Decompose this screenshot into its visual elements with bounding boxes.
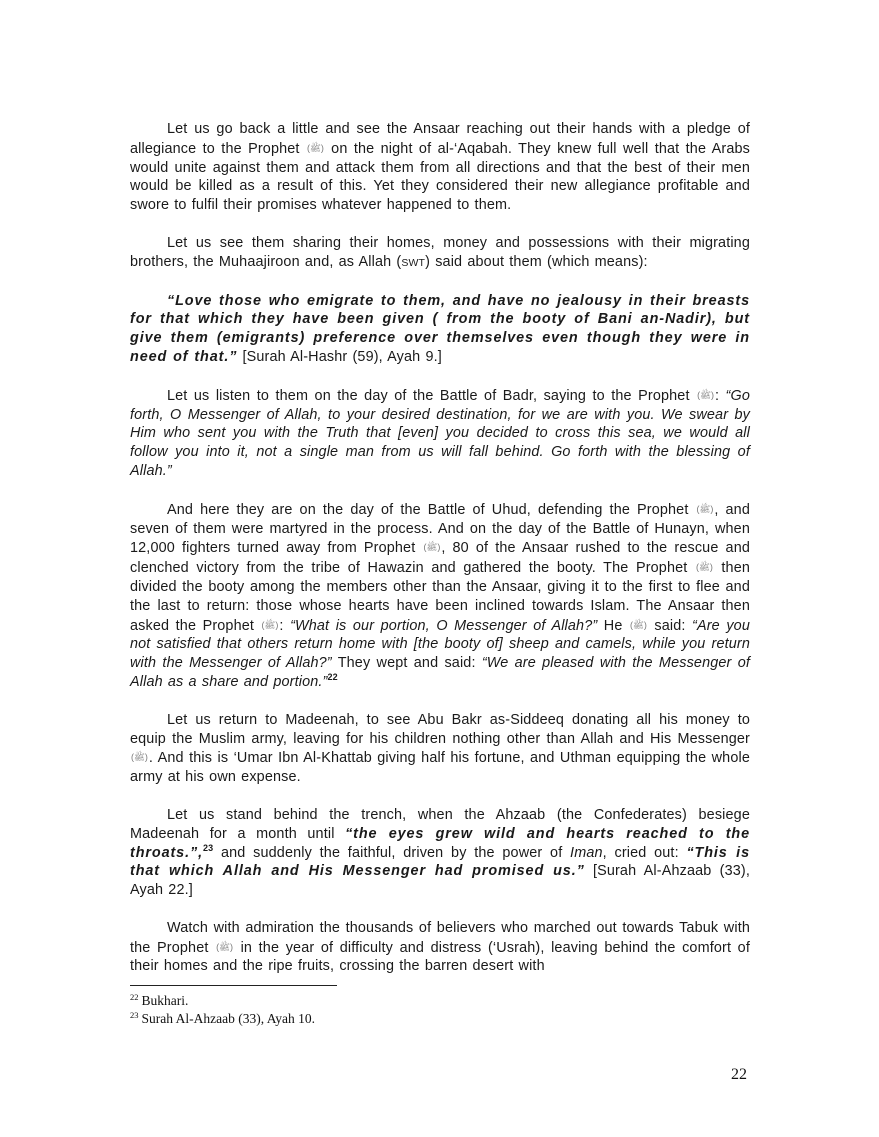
quran-reference: [Surah Al-Ahzaab (33), Ayah 22.] <box>130 863 750 899</box>
footnotes <box>130 985 530 1028</box>
paragraph-madeenah <box>130 711 750 787</box>
quran-quote: “This is that which Allah and His Messenger had promised us.” <box>130 844 750 880</box>
footnote-number: 23 <box>130 1010 139 1020</box>
footnote-ref-23[interactable]: 23 <box>202 842 214 853</box>
swt-abbrev: SWT <box>401 256 426 269</box>
quran-quote: “Love those who emigrate to them, and have no jealousy in their breasts for that which they have been given ( from the booty of Bani an-Nadir), but give them (emigrants) preference over themselves even though they were in need of that.” <box>130 292 750 365</box>
quote-al-hashr <box>130 292 750 367</box>
pbuh-symbol-icon: (ﷺ) <box>216 941 233 952</box>
pbuh-symbol-icon: (ﷺ) <box>423 542 441 553</box>
iman-term: Iman <box>570 844 603 861</box>
prophet-answer: “Are you not satisfied that others return home with [the booty of] sheep and camels, while you return with the Messenger of Allah?” <box>130 617 750 672</box>
pbuh-symbol-icon: (ﷺ) <box>695 562 713 573</box>
footnote-text: Surah Al-Ahzaab (33), Ayah 10. <box>141 1011 315 1026</box>
text: then divided the booty among the members other than the Ansaar, giving it to the first to flee and the last to return: those whose hearts have been inclined towards Islam. The Ansaar then asked the Prophet <box>130 560 750 634</box>
text: Let us go back a little and see the Ansaar reaching out their hands with a pledge of allegiance to the Prophet <box>130 121 750 157</box>
text: in the year of difficulty and distress (‘Usrah), leaving behind the comfort of their homes and the ripe fruits, crossing the barren desert with <box>130 939 750 975</box>
text: They wept and said: <box>331 655 476 672</box>
paragraph-sharing <box>130 234 750 273</box>
text: , and seven of them were martyred in the process. And on the day of the Battle of Hunayn, when 12,000 fighters turned away from Prophet <box>130 501 750 557</box>
footnote-divider <box>130 985 337 986</box>
footnote-ref-22[interactable]: 22 <box>327 671 338 682</box>
text: Let us return to Madeenah, to see Abu Bakr as-Siddeeq donating all his money to equip the Muslim army, leaving for his children nothing other than Allah and His Messenger <box>130 711 750 747</box>
text: Watch with admiration the thousands of believers who marched out towards Tabuk with the Prophet <box>130 919 750 956</box>
footnote-text: Bukhari. <box>141 993 189 1008</box>
text: Let us stand behind the trench, when the Ahzaab (the Confederates) besiege Madeenah for a month until <box>130 806 750 842</box>
text: And here they are on the day of the Battle of Uhud, defending the Prophet <box>167 501 689 518</box>
text: ) said about them (which means): <box>425 253 648 270</box>
text: . And this is ‘Umar Ibn Al-Khattab giving half his fortune, and Uthman equipping the whole army at his own expense. <box>130 750 750 786</box>
paragraph-tabuk <box>130 919 750 976</box>
quran-quote: “the eyes grew wild and hearts reached to the throats.”, <box>130 825 750 861</box>
ansaar-question: “What is our portion, O Messenger of Allah?” <box>290 617 598 634</box>
pbuh-symbol-icon: (ﷺ) <box>131 752 148 763</box>
text: , cried out: <box>602 844 679 861</box>
pbuh-symbol-icon: (ﷺ) <box>697 389 714 400</box>
paragraph-trench <box>130 806 750 900</box>
footnote-22 <box>130 992 530 1010</box>
text: , 80 of the Ansaar rushed to the rescue and clenched victory from the tribe of Hawazin and gathered the booty. The Prophet <box>130 540 751 577</box>
text: Let us listen to them on the day of the Battle of Badr, saying to the Prophet <box>167 387 690 404</box>
paragraph-aqabah <box>130 120 750 215</box>
ansaar-reply: “We are pleased with the Messenger of Allah as a share and portion.” <box>130 655 751 690</box>
pbuh-symbol-icon: (ﷺ) <box>630 619 647 630</box>
page-number: 22 <box>731 1066 747 1083</box>
pbuh-symbol-icon: (ﷺ) <box>261 619 279 630</box>
text: He <box>597 617 623 634</box>
pbuh-symbol-icon: (ﷺ) <box>306 142 324 153</box>
text: : <box>714 387 720 404</box>
text: and suddenly the faithful, driven by the power of <box>213 844 563 861</box>
quran-reference: [Surah Al-Hashr (59), Ayah 9.] <box>237 348 442 365</box>
ansaar-quote: “Go forth, O Messenger of Allah, to your desired destination, for we are with you. We swear by Him who sent you with the Truth that [even] you decided to cross this sea, we would all follow you into it, not a single man from us will fall behind. Go forth with the blessing of Allah.” <box>130 387 750 479</box>
paragraph-uhud-hunayn <box>130 500 750 692</box>
text: : <box>279 617 284 634</box>
pbuh-symbol-icon: (ﷺ) <box>696 503 714 514</box>
footnote-23 <box>130 1010 530 1028</box>
page-body <box>130 120 750 995</box>
text: on the night of al-‘Aqabah. They knew full well that the Arabs would unite against them and attack them from all directions and that the best of their men would be killed as a result of this. Yet they considered their new allegiance profitable and swore to fulfil their promises whatever happened to them. <box>130 140 751 214</box>
footnote-number: 22 <box>130 992 139 1002</box>
text: said: <box>654 617 686 634</box>
text: Let us see them sharing their homes, money and possessions with their migrating brothers, the Muhaajiroon and, as Allah ( <box>130 234 750 270</box>
paragraph-badr <box>130 386 750 481</box>
